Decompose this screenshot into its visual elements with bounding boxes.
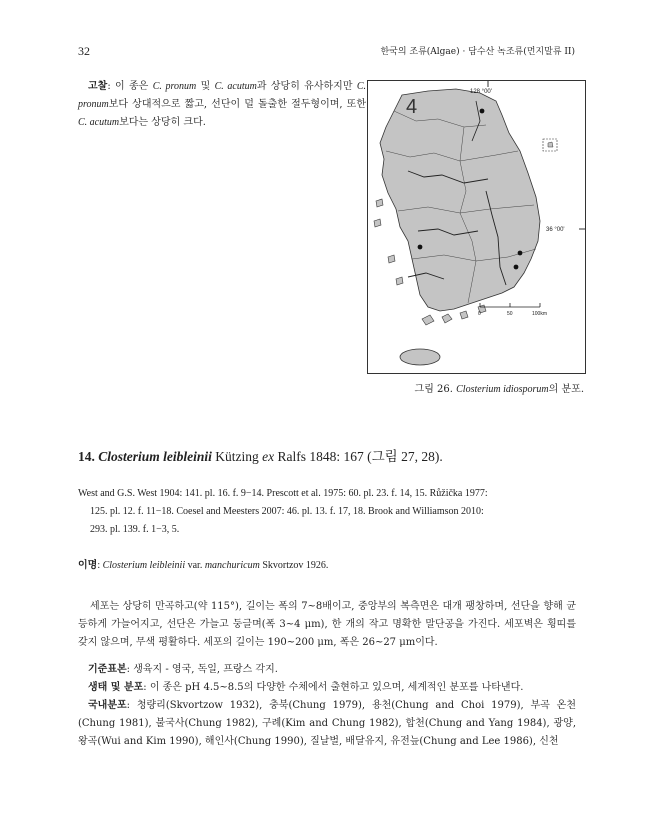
taxon-name: C. acutum bbox=[78, 117, 120, 128]
page-number: 32 bbox=[78, 44, 90, 58]
reference-line: West and G.S. West 1904: 141. pl. 16. f. 9−14. Prescott et al. 1975: 60. pl. 23. f. 14, 15. Růžička 1977: bbox=[78, 488, 488, 499]
ecology-field: 생태 및 분포: 이 종은 pH 4.5~8.5의 다양한 수체에서 출현하고 있으며, 세계적인 분포를 나타낸다. bbox=[88, 682, 524, 693]
taxon-name: C. pronum bbox=[78, 81, 366, 110]
species-heading: 14. Closterium leibleinii Kützing ex Ralfs 1848: 167 (그림 27, 28). bbox=[78, 449, 443, 464]
locality-point bbox=[480, 109, 485, 114]
locality-point bbox=[418, 245, 423, 250]
taxon-name: Closterium idiosporum bbox=[456, 384, 549, 395]
discussion-label: 고찰 bbox=[88, 81, 108, 92]
discussion-paragraph bbox=[78, 78, 366, 132]
longitude-label: 128 °00' bbox=[470, 89, 492, 95]
taxon-name: C. pronum bbox=[152, 81, 197, 92]
discussion-text: 및 bbox=[196, 81, 215, 92]
discussion-text: 보다 상대적으로 짧고, 선단이 덜 돌출한 절두형이며, 또한 bbox=[108, 99, 366, 110]
korean-peninsula-shape bbox=[380, 89, 540, 311]
korea-map-graphic bbox=[368, 81, 585, 373]
type-locality-field: 기준표본: 생육지 - 영국, 독일, 프랑스 각지. bbox=[88, 664, 278, 675]
figure-caption: 그림 26. Closterium idiosporum의 분포. bbox=[414, 384, 584, 395]
latitude-label: 36 °00' bbox=[546, 227, 565, 233]
reference-line: 293. pl. 139. f. 1−3, 5. bbox=[90, 524, 180, 535]
page-header bbox=[78, 44, 575, 60]
discussion-text: : 이 종은 bbox=[107, 81, 153, 92]
reference-list bbox=[78, 485, 578, 539]
korean-distribution-field: 국내분포: 청량리(Skvortzow 1932), 충북(Chung 1979), 용천(Chung and Choi 1979), 부곡 온천(Chung 1981), 불국사(Chung 1982), 구례(Kim and Chung 1982), 합천(Chung and Yang 1984), 광양, 왕곡(Wui and Kim 1990), 해인사(Chung 1990), 질날벌, 배달유지, 유전늪(Chung and Lee 1986), 신천 bbox=[78, 700, 576, 747]
taxon-name: Closterium leibleinii bbox=[102, 560, 186, 571]
type-locality-label: 기준표본 bbox=[88, 664, 127, 675]
reference-line: 125. pl. 12. f. 11−18. Coesel and Meesters 2007: 46. pl. 13. f. 17, 18. Brook and Williamson 2010: bbox=[90, 506, 484, 517]
svg-text:0: 0 bbox=[478, 311, 481, 317]
jeju-island bbox=[400, 349, 440, 365]
running-head: 한국의 조류(Algae) · 담수산 녹조류(먼지말류 II) bbox=[380, 47, 575, 57]
discussion-text: 과 상당히 유사하지만 bbox=[256, 81, 357, 92]
synonym-label: 이명 bbox=[78, 560, 98, 571]
description-text: 세포는 상당히 만곡하고(약 115°), 길이는 폭의 7~8배이고, 중앙부의 복측면은 대개 팽창하며, 선단을 향해 균등하게 가늘어지고, 선단은 가늘고 둥글며(폭 3~4 μm), 한 개의 작고 명확한 말단공을 가진다. 세포벽은 횡띠를 갖지 않으며, 무색 평활하다. 세포의 길이는 190~200 μm, 폭은 26~27 μm이다. bbox=[78, 601, 576, 648]
locality-point bbox=[518, 251, 523, 256]
map-number: 4 bbox=[406, 96, 418, 118]
description-paragraph bbox=[78, 598, 576, 652]
distribution-map bbox=[367, 80, 586, 374]
svg-text:50: 50 bbox=[507, 311, 513, 317]
scale-bar bbox=[478, 303, 547, 317]
korean-distribution-label: 국내분포 bbox=[88, 700, 127, 711]
svg-text:100km: 100km bbox=[532, 311, 548, 317]
ecology-label: 생태 및 분포 bbox=[88, 682, 144, 693]
synonym-line: 이명: Closterium leibleinii var. manchuricum Skvortzov 1926. bbox=[78, 560, 329, 571]
discussion-text: 보다는 상당히 크다. bbox=[119, 117, 206, 128]
taxon-name: C. acutum bbox=[214, 81, 257, 92]
locality-point bbox=[514, 265, 519, 270]
species-name: Closterium leibleinii bbox=[98, 449, 212, 464]
species-fields bbox=[78, 661, 576, 751]
species-number: 14. bbox=[78, 449, 95, 464]
